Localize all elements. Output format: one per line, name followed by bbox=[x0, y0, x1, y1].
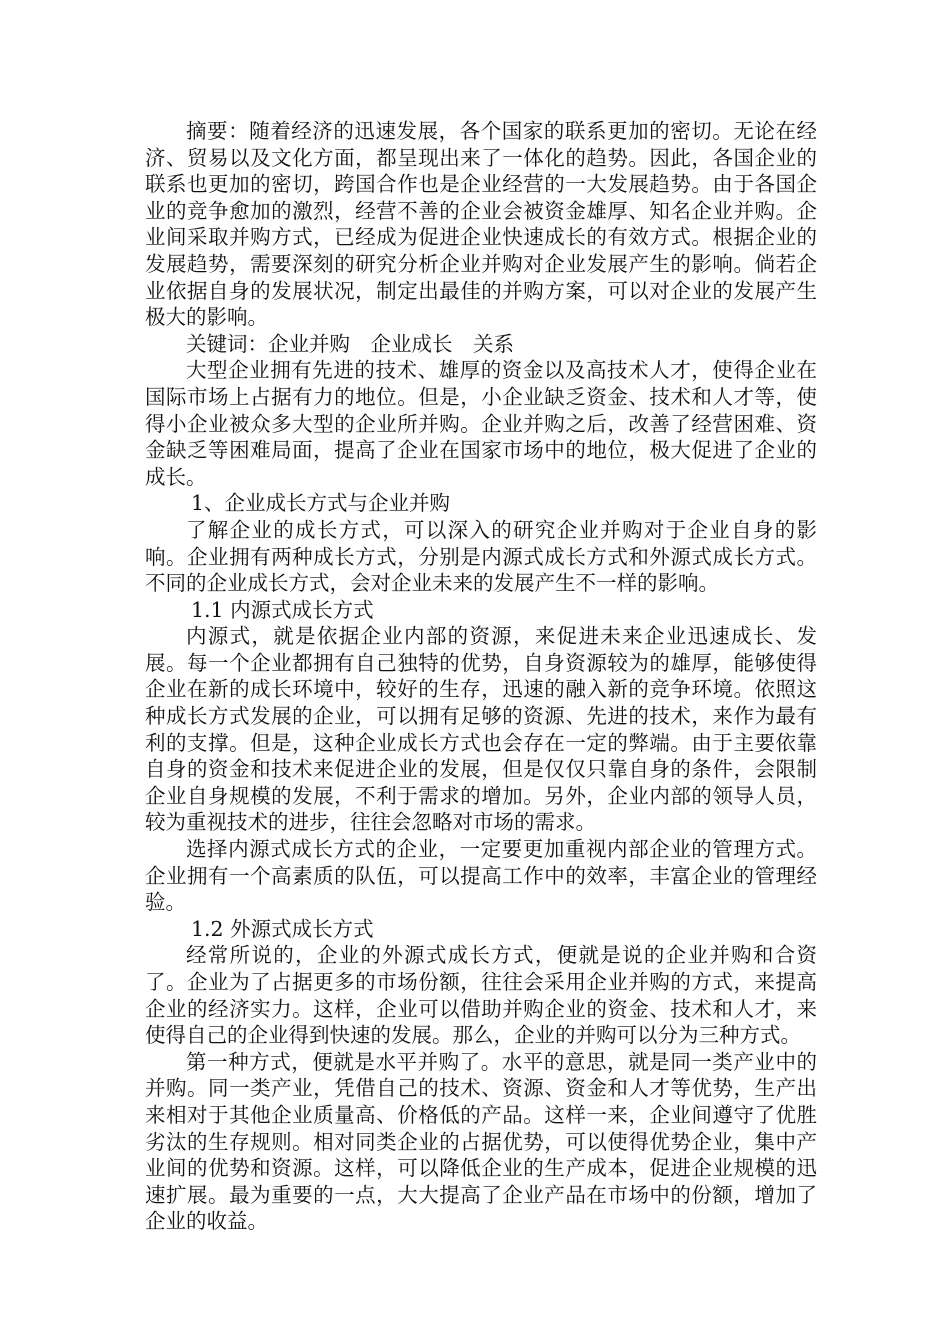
section-1-1-heading: 1.1 内源式成长方式 bbox=[191, 597, 374, 622]
section-1-heading: 1、企业成长方式与企业并购 bbox=[191, 491, 451, 516]
document-body bbox=[145, 118, 817, 1235]
section-1-2-paragraph-1: 经常所说的，企业的外源式成长方式，便就是说的企业并购和合资了。企业为了占据更多的市场份额，往往会采用企业并购的方式，来提高企业的经济实力。这样，企业可以借助并购企业的资金、技术和人才，来使得自己的企业得到快速的发展。那么，企业的并购可以分为三种方式。 bbox=[145, 943, 817, 1048]
intro-paragraph: 大型企业拥有先进的技术、雄厚的资金以及高技术人才，使得企业在国际市场上占据有力的地位。但是，小企业缺乏资金、技术和人才等，使得小企业被众多大型的企业所并购。企业并购之后，改善了经营困难、资金缺乏等困难局面，提高了企业在国家市场中的地位，极大促进了企业的成长。 bbox=[145, 358, 817, 489]
abstract-paragraph: 摘要：随着经济的迅速发展，各个国家的联系更加的密切。无论在经济、贸易以及文化方面，都呈现出来了一体化的趋势。因此，各国企业的联系也更加的密切，跨国合作也是企业经营的一大发展趋势。由于各国企业的竞争愈加的激烈，经营不善的企业会被资金雄厚、知名企业并购。企业间采取并购方式，已经成为促进企业快速成长的有效方式。根据企业的发展趋势，需要深刻的研究分析企业并购对企业发展产生的影响。倘若企业依据自身的发展状况，制定出最佳的并购方案，可以对企业的发展产生极大的影响。 bbox=[145, 119, 817, 330]
section-1-1-paragraph-1: 内源式，就是依据企业内部的资源，来促进未来企业迅速成长、发展。每一个企业都拥有自己独特的优势，自身资源较为的雄厚，能够使得企业在新的成长环境中，较好的生存，迅速的融入新的竞争环境。依照这种成长方式发展的企业，可以拥有足够的资源、先进的技术，来作为最有利的支撑。但是，这种企业成长方式也会存在一定的弊端。由于主要依靠自身的资金和技术来促进企业的发展，但是仅仅只靠自身的条件，会限制企业自身规模的发展，不利于需求的增加。另外，企业内部的领导人员，较为重视技术的进步，往往会忽略对市场的需求。 bbox=[145, 624, 817, 835]
section-1-1-paragraph-2: 选择内源式成长方式的企业，一定要更加重视内部企业的管理方式。企业拥有一个高素质的队伍，可以提高工作中的效率，丰富企业的管理经验。 bbox=[145, 837, 817, 915]
section-1-paragraph: 了解企业的成长方式，可以深入的研究企业并购对于企业自身的影响。企业拥有两种成长方式，分别是内源式成长方式和外源式成长方式。不同的企业成长方式，会对企业未来的发展产生不一样的影响。 bbox=[145, 517, 817, 596]
section-1-2-paragraph-2: 第一种方式，便就是水平并购了。水平的意思，就是同一类产业中的并购。同一类产业，凭借自己的技术、资源、资金和人才等优势，生产出来相对于其他企业质量高、价格低的产品。这样一来，企业间遵守了优胜劣汰的生存规则。相对同类企业的占据优势，可以使得优势企业，集中产业间的优势和资源。这样，可以降低企业的生产成本，促进企业规模的迅速扩展。最为重要的一点，大大提高了企业产品在市场中的份额，增加了企业的收益。 bbox=[145, 1049, 817, 1234]
keywords-line: 关键词：企业并购 企业成长 关系 bbox=[186, 331, 514, 356]
section-1-2-heading: 1.2 外源式成长方式 bbox=[191, 916, 374, 941]
